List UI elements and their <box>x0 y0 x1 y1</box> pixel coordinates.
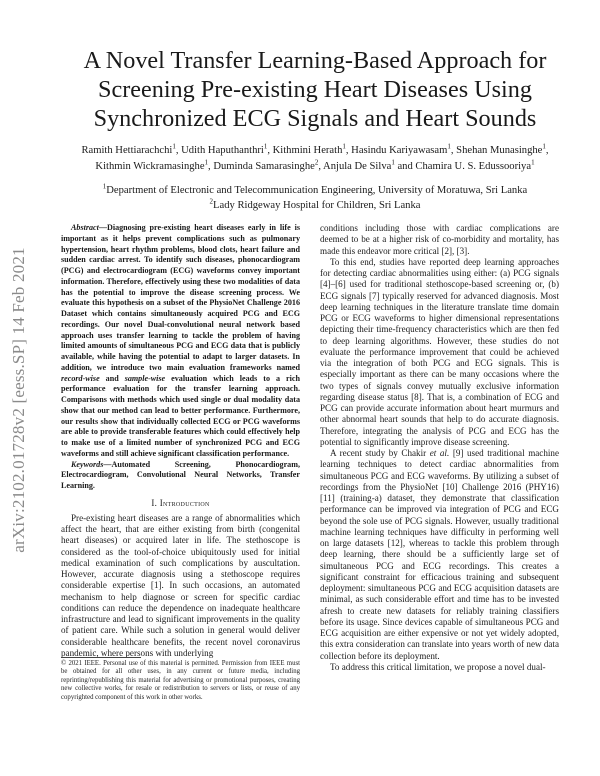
abstract-text-tail: evaluation which leads to a rich performance evaluation for the transfer learning approach. Comparisons with methods which used single or dual modality data show that our method can lead to better performance. Furthermore, our results show that individually collected ECG or PCG waveforms are able to provide transferable features which could effectively help to make use of a limited number of synchronized PCG and ECG waveforms and still achieve significant classification performance. <box>61 373 300 458</box>
abstract <box>61 223 300 460</box>
right-paragraph-3-pre: A recent study by Chakir <box>330 448 430 458</box>
right-paragraph-3-etal: et al. <box>429 448 450 458</box>
right-paragraph-1: conditions including those with cardiac complications are deemed to be at a higher risk of co-morbidity and mortality, has made this endeavor more critical [2], [3]. <box>320 223 559 256</box>
abstract-term-record-wise: record-wise <box>61 373 100 383</box>
right-paragraph-4: To address this critical limitation, we propose a novel dual- <box>330 661 546 672</box>
right-paragraph-3-post: [9] used traditional machine learning techniques to detect cardiac abnormalities from simultaneous PCG and ECG waveforms. By utilizing a subset of recordings from the PhysioNet [10] Challenge 2016 (PHY16) [11] (training-a) dataset, they demonstrate that classification performance can be improved via integration of PCG and ECG beyond the sole use of PCG signals. However, usually traditional machine learning techniques have difficulty in performing well on large datasets [12], whereas to tackle this problem through deep learning, there should be a sufficiently large set of simultaneous PCG and ECG recordings. This creates a significant constraint for efficacious training and subsequent deployment: simultaneous PCG and ECG acquisition datasets are minimal, as such considerable effort and time has to be invested afresh to create new datasets for reliably training classifiers before its usage. Since devices capable of simultaneous PCG and ECG acquisition are either expensive or not yet widely adopted, this extra consideration can translate into years worth of new data collection before its deployment. <box>320 448 560 661</box>
affiliation-2: $^2$Lady Ridgeway Hospital for Children, Sri Lanka <box>209 197 421 211</box>
arxiv-identifier-text: arXiv:2102.01728v2 [eess.SP] 14 Feb 2021 <box>9 247 28 553</box>
introduction-body <box>61 513 300 659</box>
intro-paragraph: Pre-existing heart diseases are a range of abnormalities which affect the heart, that are either existing from birth (congenital heart diseases) or acquired later in life. The stethoscope is considered as the tool-of-choice ubiquitously used for initial medical examination of such complications by auscultation. However, accurate diagnosis using a stethoscope requires considerable expertise [1]. In such occasions, an automated mechanism to help diagnose or screen for specific cardiac conditions can reduce the dependence on inadequate healthcare infrastructure and lead to significant improvements in the quality of patient care. While such a solution in general would deliver considerable healthcare benefits, the recent novel coronavirus pandemic, where persons with underlying <box>61 512 300 658</box>
right-paragraph-2: To this end, studies have reported deep learning approaches for detecting cardiac abnormalities using either: (a) PCG signals [4]–[6] used for traditional stethoscope-based screening or, (b) ECG signals [7] typically reserved for advanced diagnosis. Most deep learning techniques in the literature translate time domain PCG or ECG waveforms to higher dimensional representations depicting their time-frequency characteristics which are then fed to deep learning algorithms. However, these studies do not evaluate the performance improvement that could be achieved via the integration of both PCG and ECG signals. This is especially important as there can be many occasions where the two types of signals convey mutually exclusive information regarding disease status [8]. That is, a combination of ECG and PCG can provide accurate information about heart murmurs and other abnormal heart sounds that help to do accurate diagnosis. Therefore, integrating the analysis of PCG and ECG has the potential to significantly improve disease screening. <box>320 256 559 447</box>
affiliation-1: $^1$Department of Electronic and Telecommunication Engineering, University of Moratuwa, Sri Lanka <box>102 182 528 196</box>
arxiv-identifier-stamp <box>0 195 38 605</box>
abstract-text-mid: and <box>99 373 125 383</box>
left-column <box>61 223 300 659</box>
keywords <box>61 460 300 492</box>
abstract-text: —Diagnosing pre-existing heart diseases early in life is important as it helps prevent complications such as pulmonary hypertension, heart rhythm problems, blood clots, heart failure and sudden cardiac arrest. To identify such diseases, phonocardiogram (PCG) and electrocardiogram (ECG) waveforms convey important information. Therefore, effectively using these two modalities of data has the potential to improve the disease screening process. We evaluate this hypothesis on a subset of the PhysioNet Challenge 2016 Dataset which contains simultaneously acquired PCG and ECG recordings. Our novel Dual-convolutional neural network based approach uses transfer learning to tackle the problem of having limited amounts of simultaneous PCG and ECG data that is publicly available, while having the potential to adapt to larger datasets. In addition, we introduce two main evaluation frameworks named <box>61 223 300 372</box>
affiliations <box>52 183 578 213</box>
right-column <box>320 223 559 673</box>
paper-title: A Novel Transfer Learning-Based Approach for Screening Pre-existing Heart Diseases Using Synchronized ECG Signals and Heart Sounds <box>83 47 547 132</box>
abstract-label: Abstract <box>71 223 99 232</box>
keywords-text: —Automated Screening, Phonocardiogram, Electrocardiogram, Convolutional Neural Networks, Transfer Learning. <box>61 459 300 490</box>
copyright-footnote: © 2021 IEEE. Personal use of this material is permitted. Permission from IEEE must be obtained for all other uses, in any current or future media, including reprinting/republishing this material for advertising or promotional purposes, creating new collective works, for resale or redistribution to servers or lists, or reuse of any copyrighted component of this work in other works. <box>61 660 300 701</box>
section-heading-introduction: I. Introduction <box>151 497 210 508</box>
author-list: Ramith Hettiarachchi$^1$, Udith Haputhanthri$^1$, Kithmini Herath$^1$, Hasindu Kariyawasam$^1$, Shehan Munasinghe$^1$, Kithmin Wickramasinghe$^1$, Duminda Samarasinghe$^2$, Anjula De Silva$^1$ and Chamira U. S. Edussooriya$^1$ <box>81 142 549 172</box>
keywords-label: Keywords <box>71 459 104 469</box>
footnote-rule <box>61 657 141 658</box>
abstract-term-sample-wise: sample-wise <box>124 373 166 383</box>
right-paragraph-3 <box>320 448 559 662</box>
